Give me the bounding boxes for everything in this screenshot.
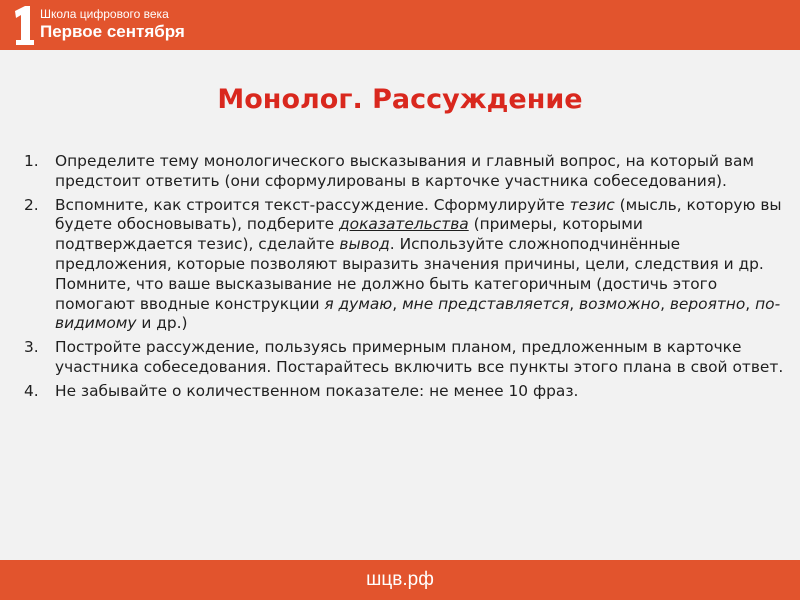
list-item-text (55, 382, 578, 400)
text-run: , (660, 294, 670, 313)
emphasized-term: вероятно (669, 294, 746, 313)
header-bar (0, 0, 800, 50)
list-item (24, 152, 784, 192)
text-run: Вспомните, как строится текст-рассуждение. Сформулируйте (55, 195, 570, 214)
text-run: и др.) (136, 314, 188, 333)
footer-url: шцв.рф (366, 569, 434, 590)
emphasized-term: я думаю (324, 294, 393, 313)
emphasized-term: тезис (569, 195, 615, 214)
footer-bar (0, 560, 800, 600)
brand-name-line2: Первое сентября (40, 22, 185, 41)
text-run: . Используйте сложноподчинённые предложения, которые позволяют выразить значения причины, цели, следствия и др. Помните, что ваше высказывание не должно быть категоричным (достичь этого помогают вводные конструкции (55, 235, 764, 313)
list-item (24, 196, 784, 335)
emphasized-term: вывод (339, 235, 390, 254)
text-run: Определите тему монологического высказывания и главный вопрос, на который вам предстоит ответить (они сформулированы в карточке участника собеседования). (55, 152, 754, 190)
list-item-text (55, 152, 754, 190)
text-run: , (569, 294, 580, 313)
list-item-number: 4. (24, 381, 39, 400)
text-run: Постройте рассуждение, пользуясь примерным планом, предложенным в карточке участника собеседования. Постарайтесь включить все пункты этого плана в свой ответ. (55, 338, 784, 376)
list-item-number: 3. (24, 338, 39, 357)
list-item-number: 1. (24, 152, 39, 170)
emphasized-term: мне представляется (402, 294, 570, 313)
brand-name-line1: Школа цифрового века (40, 7, 169, 21)
text-run: Не забывайте о количественном показателе: не менее 10 фраз. (55, 381, 579, 400)
slide-title: Монолог. Рассуждение (217, 84, 583, 115)
text-run: , (392, 294, 403, 313)
list-item-text (55, 196, 782, 333)
emphasized-term: доказательства (339, 215, 469, 234)
number-one-logo-icon (8, 3, 38, 47)
emphasized-term: возможно (579, 294, 661, 313)
list-item (24, 338, 784, 378)
text-run: (мысль, которую вы будете обосновывать), подберите (55, 195, 782, 234)
instruction-list (24, 152, 784, 406)
text-run: , (745, 294, 756, 313)
list-item (24, 382, 784, 402)
list-item-text (55, 338, 783, 376)
text-run: (примеры, которыми подтверждается тезис), сделайте (55, 215, 643, 254)
list-item-number: 2. (24, 195, 39, 214)
emphasized-term: по-видимому (55, 294, 781, 333)
